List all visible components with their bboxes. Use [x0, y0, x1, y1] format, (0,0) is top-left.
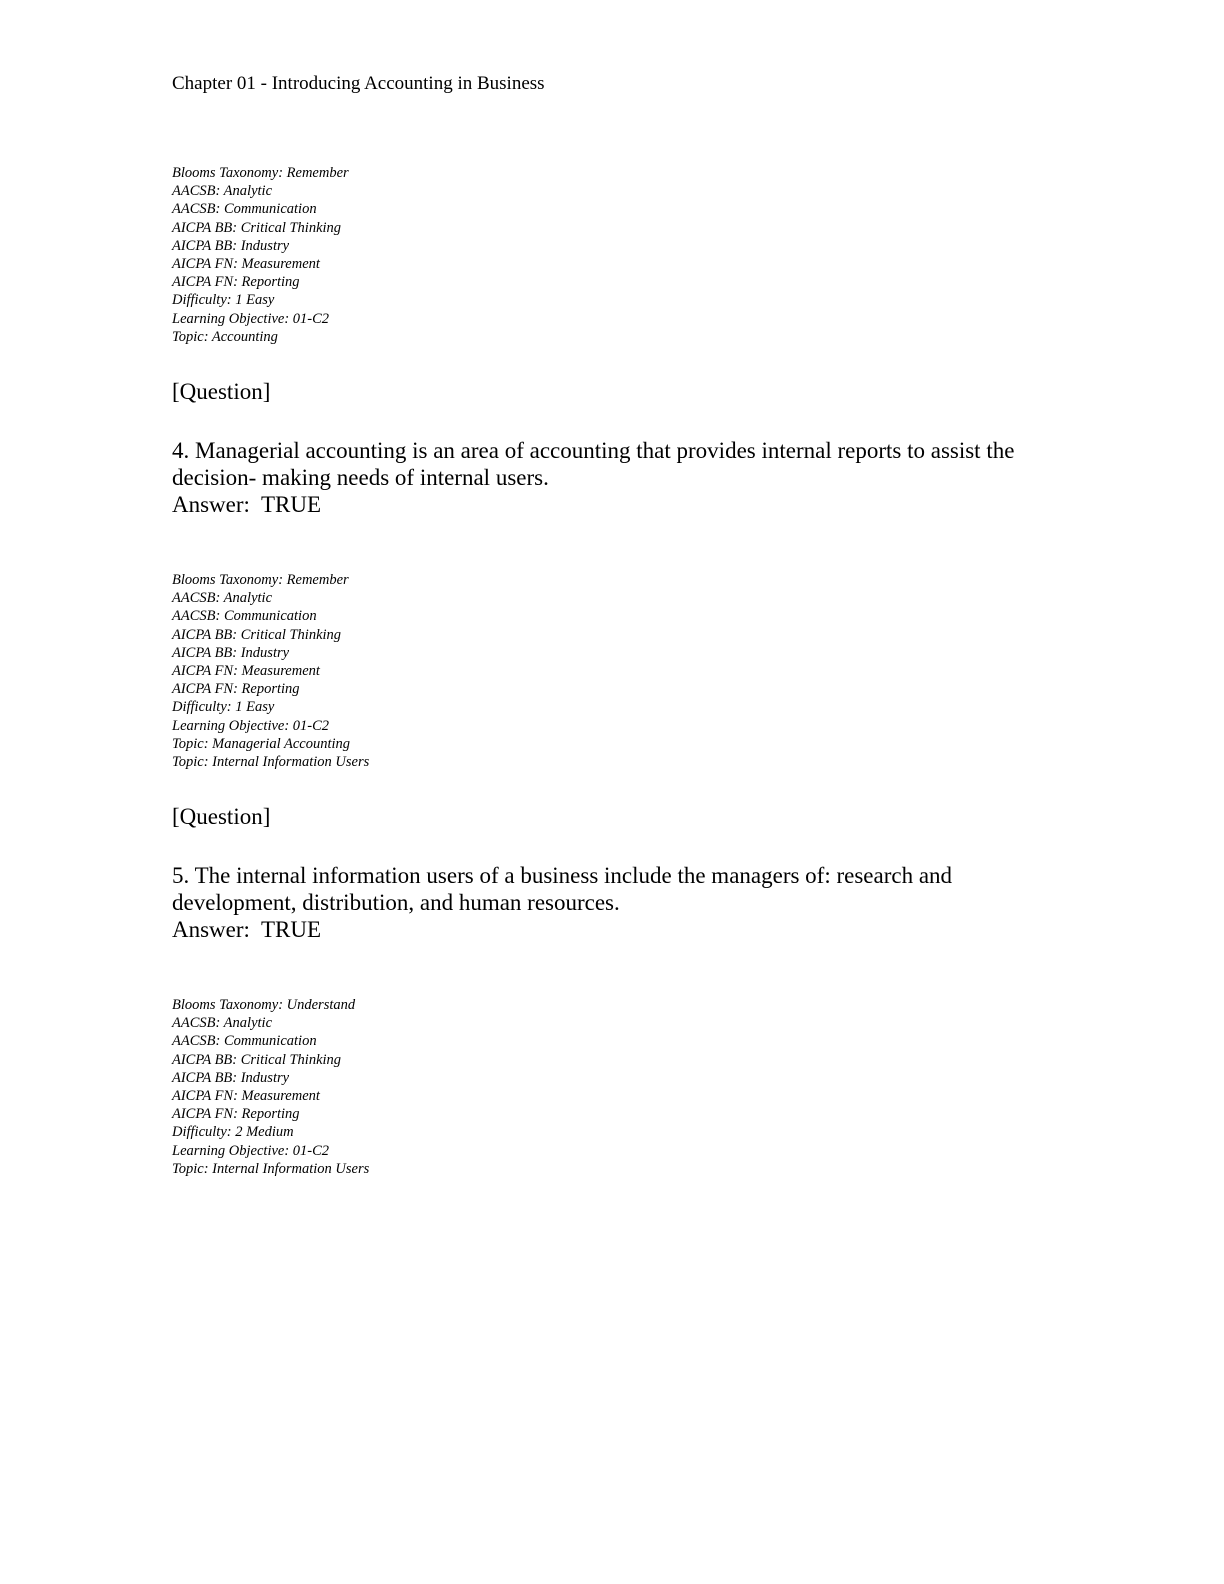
question-4-answer: Answer: TRUE	[172, 492, 322, 517]
meta-line: AICPA BB: Industry	[172, 644, 290, 661]
meta-line: AICPA BB: Critical Thinking	[172, 219, 342, 236]
meta-line: Topic: Internal Information Users	[172, 754, 370, 771]
question-4-text-line: 4. Managerial accounting is an area of accounting that provides internal reports to assist the	[172, 438, 1015, 463]
meta-line: Topic: Internal Information Users	[172, 1160, 370, 1177]
question-5-text-line: 5. The internal information users of a business include the managers of: research and	[172, 863, 953, 888]
meta-line: AACSB: Communication	[172, 608, 317, 625]
meta-line: Learning Objective: 01-C2	[172, 1142, 330, 1159]
meta-line: Blooms Taxonomy: Remember	[172, 572, 349, 588]
meta-line: AACSB: Communication	[172, 1033, 317, 1050]
page-header: Chapter 01 - Introducing Accounting in Business	[172, 73, 545, 94]
question-3-metadata	[172, 164, 349, 346]
meta-line: AICPA FN: Measurement	[172, 1088, 320, 1105]
question-4-text-line: decision- making needs of internal users.	[172, 465, 549, 490]
meta-line: Learning Objective: 01-C2	[172, 310, 330, 327]
question-4	[172, 437, 1072, 518]
meta-line: Topic: Managerial Accounting	[172, 735, 351, 752]
meta-line: AICPA FN: Reporting	[172, 1106, 300, 1123]
question-4-label: [Question]	[172, 379, 271, 404]
meta-line: Blooms Taxonomy: Understand	[172, 997, 356, 1013]
meta-line: Blooms Taxonomy: Remember	[172, 165, 349, 181]
question-5-label: [Question]	[172, 804, 271, 829]
question-5	[172, 862, 1072, 943]
meta-line: AICPA FN: Measurement	[172, 256, 320, 273]
meta-line: AACSB: Analytic	[172, 183, 272, 200]
meta-line: AACSB: Analytic	[172, 1015, 272, 1032]
meta-line: Topic: Accounting	[172, 328, 278, 345]
meta-line: AICPA FN: Measurement	[172, 663, 320, 680]
meta-line: AICPA BB: Industry	[172, 237, 290, 254]
question-5-answer: Answer: TRUE	[172, 917, 322, 942]
meta-line: Difficulty: 2 Medium	[172, 1124, 294, 1141]
question-4-metadata	[172, 571, 369, 771]
meta-line: Difficulty: 1 Easy	[172, 292, 275, 309]
meta-line: Learning Objective: 01-C2	[172, 717, 330, 734]
meta-line: AICPA FN: Reporting	[172, 274, 300, 291]
meta-line: AICPA FN: Reporting	[172, 681, 300, 698]
meta-line: AICPA BB: Critical Thinking	[172, 626, 342, 643]
question-5-metadata	[172, 996, 369, 1178]
question-5-text-line: development, distribution, and human resources.	[172, 890, 620, 915]
meta-line: AACSB: Communication	[172, 201, 317, 218]
meta-line: AICPA BB: Industry	[172, 1069, 290, 1086]
meta-line: AACSB: Analytic	[172, 590, 272, 607]
meta-line: AICPA BB: Critical Thinking	[172, 1051, 342, 1068]
meta-line: Difficulty: 1 Easy	[172, 699, 275, 716]
